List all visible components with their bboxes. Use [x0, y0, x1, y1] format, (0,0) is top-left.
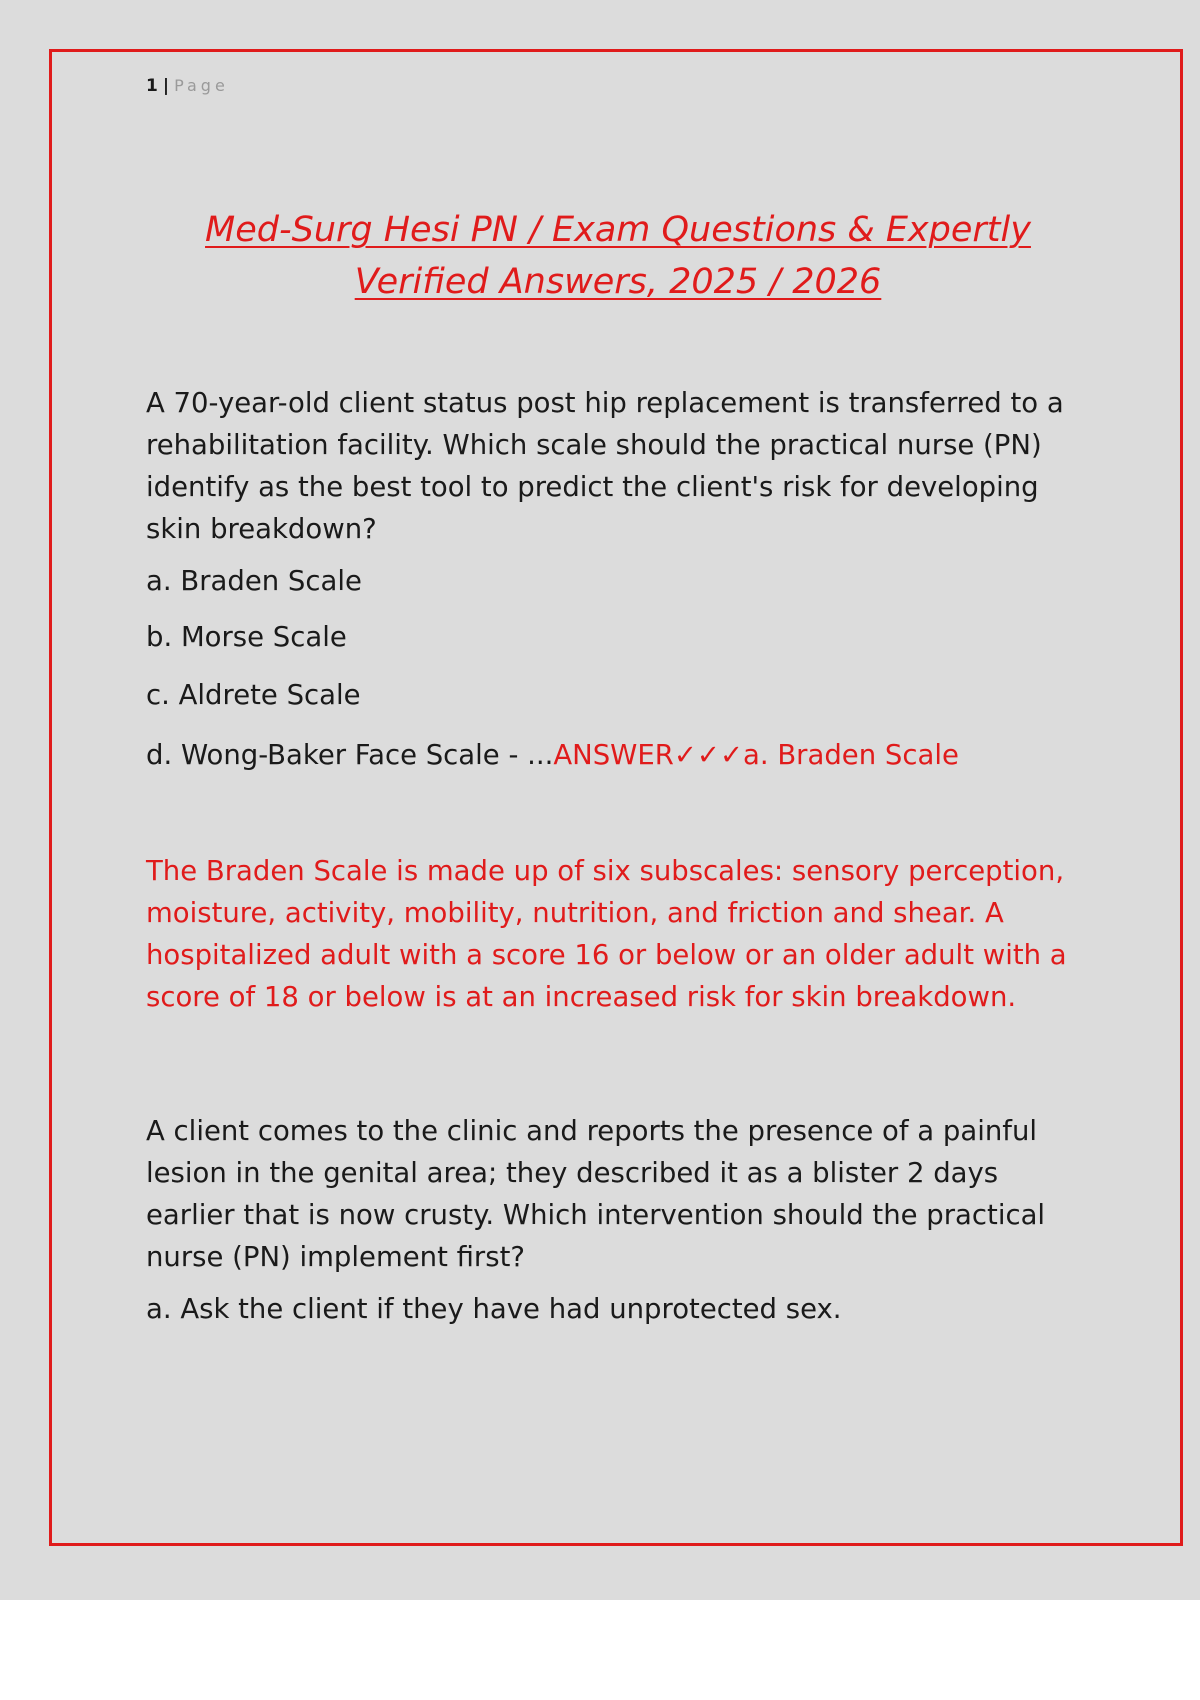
page-number: 1: [146, 76, 159, 96]
question-stem: A client comes to the clinic and reports the presence of a painful lesion in the genital area; they described it as a blister 2 days earlier that is now crusty. Which intervention should the practical nurse (PN) implement first?: [146, 1115, 1046, 1273]
question-block-2: [146, 1110, 1090, 1330]
correct-answer: ANSWER✓✓✓a. Braden Scale: [553, 739, 959, 771]
question-block-1: [146, 382, 1090, 1018]
answer-option-d: [146, 734, 1090, 776]
page-separator: |: [162, 76, 171, 96]
answer-option-d-text: d. Wong-Baker Face Scale - ...: [146, 739, 554, 771]
page-header: [146, 76, 229, 96]
question-stem: A 70-year-old client status post hip replacement is transferred to a rehabilitation facility. Which scale should the practical nurse (PN) identify as the best tool to predict the client's risk for developing skin breakdown?: [146, 387, 1064, 545]
page-label: Page: [174, 76, 229, 95]
document-title: [146, 204, 1090, 308]
answer-rationale: The Braden Scale is made up of six subscales: sensory perception, moisture, activity, mobility, nutrition, and friction and shear. A hospitalized adult with a score 16 or below or an older adult with a score of 18 or below is at an increased risk for skin breakdown.: [146, 855, 1067, 1013]
answer-option-a: a. Braden Scale: [146, 565, 362, 597]
document-body: [146, 382, 1090, 1330]
answer-option-b: b. Morse Scale: [146, 621, 347, 653]
title-line-1: Med-Surg Hesi PN / Exam Questions & Expertly: [205, 210, 1031, 250]
answer-option-a: a. Ask the client if they have had unprotected sex.: [146, 1293, 842, 1325]
title-line-2: Verified Answers, 2025 / 2026: [354, 262, 882, 302]
answer-option-c: c. Aldrete Scale: [146, 679, 361, 711]
